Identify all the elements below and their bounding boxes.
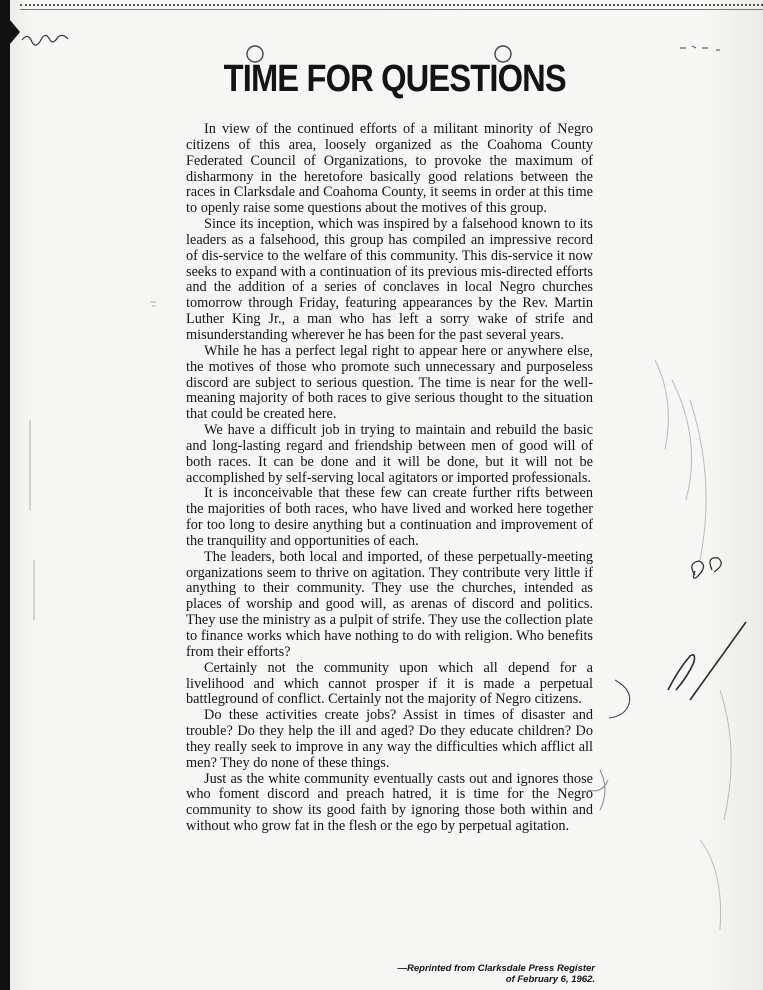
credit-line: —Reprinted from Clarksdale Press Register [397,963,595,974]
annotation-loops [692,558,721,578]
top-border-rule [20,4,763,10]
annotation-stroke [668,622,746,700]
ticks-top-right [680,46,720,50]
paragraph: While he has a perfect legal right to appear here or anywhere else, the motives of those who promote such unnecessary and purposeless discord are subject to serious question. The time is near for the well-meaning majority of both races to give serious thought to the situation that could be created here. [186,342,593,423]
paragraph: We have a difficult job in trying to maintain and rebuild the basic and long-lasting regard and friendship between men of good will of both races. It can be done and it will be done, but it will not be accomplished by self-serving local agitators or imported professionals. [186,422,593,486]
paragraph: The leaders, both local and imported, of these perpetually-meeting organizations seem to thrive on agitation. They contribute very little if anything to their community. They use the churches, intended as places of worship and good will, as arenas of discord and politics. They use the ministry as a pulpit of strife. They use the collection plate to finance works which have nothing to do with religion. Who benefits from their efforts? [186,548,593,660]
paragraph: In view of the continued efforts of a militant minority of Negro citizens of this area, loosely organized as the Coahoma County Federated Council of Organizations, to provoke the maximum of disharmony in the heretofore basically good relations between the races in Clarksdale and Coahoma County, it seems in order at this time to openly raise some questions about the motives of this group. [186,121,593,217]
paragraph: Certainly not the community upon which all depend for a livelihood and which cannot prosper if it is made a perpetual battleground of conflict. Certainly not the majority of Negro citizens. [186,659,593,708]
headline: TIME FOR QUESTIONS [223,58,566,100]
reprint-credit [350,963,595,985]
article-body [186,122,593,835]
left-edge-bar [0,0,10,990]
paragraph: It is inconceivable that these few can create further rifts between the majorities of both races, who have lived and worked here together for too long to desire anything but a continuation and improvement of the tranquility and opportunities of each. [186,485,593,549]
paragraph: Just as the white community eventually casts out and ignores those who foment discord and preach hatred, it is time for the Negro community to show its good faith by ignoring those both within and without who grow fat in the flesh or the ego by perpetual agitation. [186,770,593,835]
credit-date: of February 6, 1962. [505,974,595,985]
scribble-top-left [22,35,68,45]
paragraph: Since its inception, which was inspired by a falsehood known to its leaders as a falsehood, this group has compiled an impressive record of dis-service to the welfare of this community. This dis-service it now seeks to expand with a continuation of its previous mis-directed efforts and the addition of a series of conclaves in local Negro churches tomorrow through Friday, featuring appearances by the Rev. Martin Luther King Jr., a man who has left a sorry wake of strife and misunderstanding wherever he has been for the past several years. [186,216,593,343]
paragraph: Do these activities create jobs? Assist in times of disaster and trouble? Do they help the ill and aged? Do they educate children? Do they really seek to improve in any way the difficulties which afflict all men? They do none of these things. [186,707,593,771]
left-margin-marks [30,302,156,620]
bleed-through-marks [655,360,731,930]
annotation-curve [609,680,630,718]
